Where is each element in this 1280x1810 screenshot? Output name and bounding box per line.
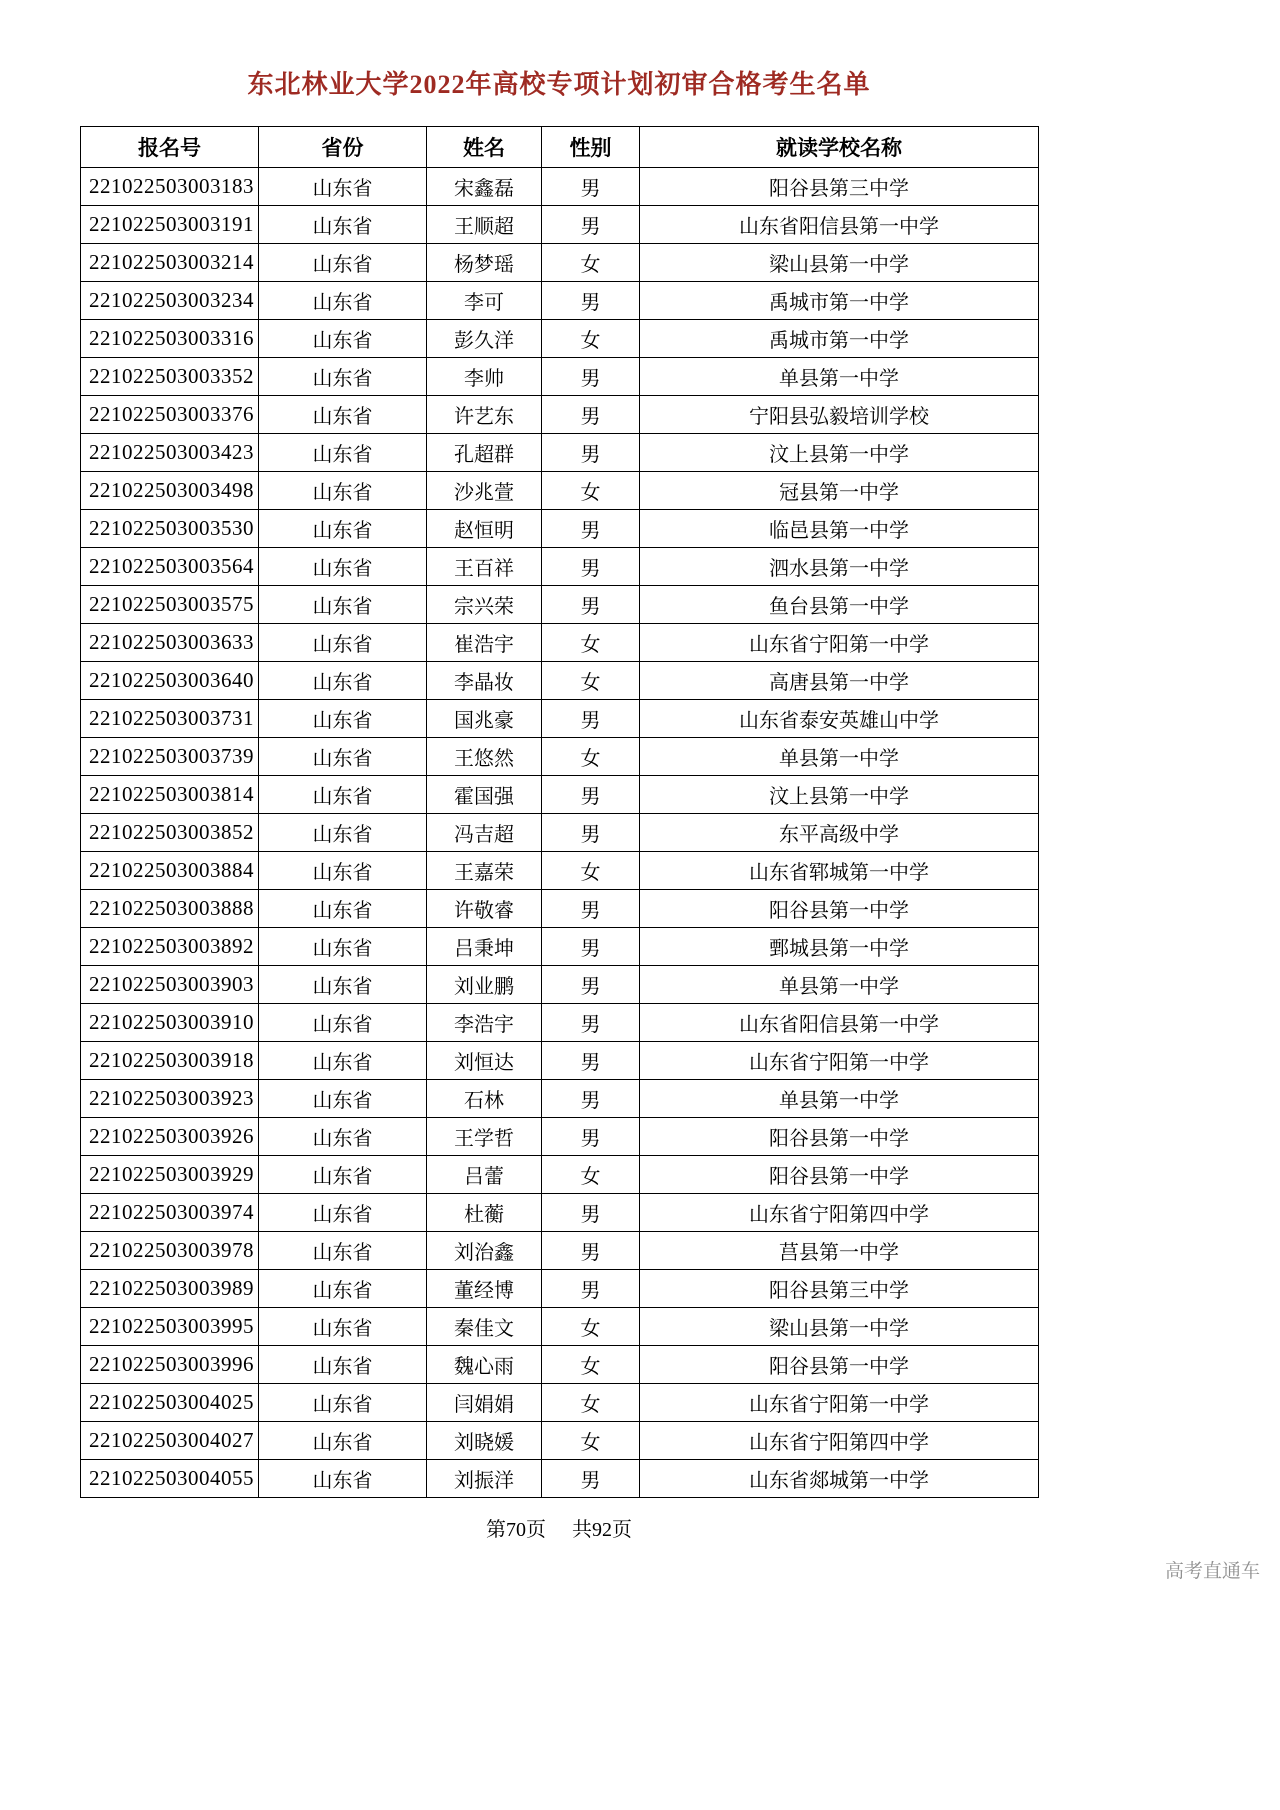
- cell-reg-no: 221022503003352: [81, 358, 259, 396]
- cell-gender: 女: [542, 662, 640, 700]
- cell-reg-no: 221022503003316: [81, 320, 259, 358]
- page-number-current: 第70页: [486, 1519, 546, 1541]
- table-row: [81, 472, 1039, 510]
- cell-school: 单县第一中学: [640, 1080, 1039, 1118]
- cell-school: 单县第一中学: [640, 738, 1039, 776]
- table-row: [81, 966, 1039, 1004]
- cell-gender: 男: [542, 1118, 640, 1156]
- table-row: [81, 320, 1039, 358]
- table-row: [81, 776, 1039, 814]
- cell-province: 山东省: [259, 890, 427, 928]
- cell-province: 山东省: [259, 1042, 427, 1080]
- cell-school: 临邑县第一中学: [640, 510, 1039, 548]
- table-row: [81, 396, 1039, 434]
- cell-school: 高唐县第一中学: [640, 662, 1039, 700]
- cell-reg-no: 221022503003852: [81, 814, 259, 852]
- cell-school: 泗水县第一中学: [640, 548, 1039, 586]
- cell-name: 许敬睿: [427, 890, 542, 928]
- cell-gender: 男: [542, 396, 640, 434]
- cell-province: 山东省: [259, 776, 427, 814]
- cell-gender: 女: [542, 1422, 640, 1460]
- cell-gender: 男: [542, 548, 640, 586]
- cell-reg-no: 221022503003214: [81, 244, 259, 282]
- cell-name: 宋鑫磊: [427, 168, 542, 206]
- cell-province: 山东省: [259, 852, 427, 890]
- cell-school: 阳谷县第一中学: [640, 1346, 1039, 1384]
- cell-province: 山东省: [259, 244, 427, 282]
- table-row: [81, 1042, 1039, 1080]
- cell-reg-no: 221022503003814: [81, 776, 259, 814]
- cell-province: 山东省: [259, 586, 427, 624]
- header-province: 省份: [259, 127, 427, 168]
- cell-school: 山东省宁阳第一中学: [640, 624, 1039, 662]
- cell-province: 山东省: [259, 358, 427, 396]
- table-row: [81, 814, 1039, 852]
- cell-gender: 男: [542, 206, 640, 244]
- cell-gender: 男: [542, 434, 640, 472]
- cell-name: 吕蕾: [427, 1156, 542, 1194]
- table-row: [81, 1194, 1039, 1232]
- cell-gender: 男: [542, 1270, 640, 1308]
- cell-province: 山东省: [259, 1118, 427, 1156]
- cell-name: 沙兆萱: [427, 472, 542, 510]
- cell-gender: 男: [542, 358, 640, 396]
- cell-school: 阳谷县第三中学: [640, 168, 1039, 206]
- cell-school: 山东省阳信县第一中学: [640, 1004, 1039, 1042]
- cell-school: 山东省宁阳第四中学: [640, 1194, 1039, 1232]
- table-row: [81, 548, 1039, 586]
- cell-province: 山东省: [259, 1156, 427, 1194]
- candidates-table: [80, 126, 1039, 1498]
- cell-reg-no: 221022503003910: [81, 1004, 259, 1042]
- cell-gender: 女: [542, 472, 640, 510]
- header-gender: 性别: [542, 127, 640, 168]
- cell-reg-no: 221022503003903: [81, 966, 259, 1004]
- table-row: [81, 700, 1039, 738]
- table-row: [81, 852, 1039, 890]
- cell-gender: 女: [542, 738, 640, 776]
- cell-school: 山东省郓城第一中学: [640, 852, 1039, 890]
- cell-reg-no: 221022503003530: [81, 510, 259, 548]
- cell-school: 梁山县第一中学: [640, 1308, 1039, 1346]
- cell-school: 阳谷县第一中学: [640, 1118, 1039, 1156]
- cell-province: 山东省: [259, 966, 427, 1004]
- cell-school: 宁阳县弘毅培训学校: [640, 396, 1039, 434]
- cell-gender: 男: [542, 510, 640, 548]
- cell-school: 汶上县第一中学: [640, 776, 1039, 814]
- cell-school: 阳谷县第一中学: [640, 1156, 1039, 1194]
- cell-name: 刘晓媛: [427, 1422, 542, 1460]
- cell-reg-no: 221022503003974: [81, 1194, 259, 1232]
- cell-gender: 女: [542, 852, 640, 890]
- cell-school: 鄄城县第一中学: [640, 928, 1039, 966]
- cell-gender: 男: [542, 890, 640, 928]
- cell-name: 李帅: [427, 358, 542, 396]
- cell-reg-no: 221022503004055: [81, 1460, 259, 1498]
- table-row: [81, 1232, 1039, 1270]
- cell-name: 国兆豪: [427, 700, 542, 738]
- cell-name: 孔超群: [427, 434, 542, 472]
- table-row: [81, 1308, 1039, 1346]
- cell-province: 山东省: [259, 814, 427, 852]
- cell-gender: 男: [542, 1460, 640, 1498]
- table-row: [81, 1080, 1039, 1118]
- table-row: [81, 206, 1039, 244]
- cell-name: 刘振洋: [427, 1460, 542, 1498]
- cell-reg-no: 221022503003739: [81, 738, 259, 776]
- cell-gender: 男: [542, 1232, 640, 1270]
- cell-province: 山东省: [259, 928, 427, 966]
- cell-gender: 男: [542, 1194, 640, 1232]
- cell-school: 单县第一中学: [640, 358, 1039, 396]
- cell-name: 李可: [427, 282, 542, 320]
- cell-gender: 男: [542, 814, 640, 852]
- cell-province: 山东省: [259, 1422, 427, 1460]
- cell-school: 山东省宁阳第四中学: [640, 1422, 1039, 1460]
- table-row: [81, 434, 1039, 472]
- cell-gender: 男: [542, 776, 640, 814]
- cell-reg-no: 221022503003731: [81, 700, 259, 738]
- cell-reg-no: 221022503003423: [81, 434, 259, 472]
- cell-reg-no: 221022503003564: [81, 548, 259, 586]
- table-row: [81, 510, 1039, 548]
- cell-school: 鱼台县第一中学: [640, 586, 1039, 624]
- cell-name: 魏心雨: [427, 1346, 542, 1384]
- cell-province: 山东省: [259, 1308, 427, 1346]
- cell-gender: 男: [542, 700, 640, 738]
- cell-gender: 男: [542, 168, 640, 206]
- table-row: [81, 1346, 1039, 1384]
- cell-school: 山东省郯城第一中学: [640, 1460, 1039, 1498]
- table-row: [81, 1156, 1039, 1194]
- table-row: [81, 890, 1039, 928]
- cell-name: 吕秉坤: [427, 928, 542, 966]
- cell-reg-no: 221022503003884: [81, 852, 259, 890]
- cell-gender: 女: [542, 320, 640, 358]
- cell-name: 冯吉超: [427, 814, 542, 852]
- cell-gender: 男: [542, 1042, 640, 1080]
- cell-school: 冠县第一中学: [640, 472, 1039, 510]
- cell-name: 刘业鹏: [427, 966, 542, 1004]
- cell-reg-no: 221022503003888: [81, 890, 259, 928]
- header-reg-no: 报名号: [81, 127, 259, 168]
- document-page: [80, 0, 1038, 1542]
- cell-province: 山东省: [259, 1004, 427, 1042]
- page-title: 东北林业大学2022年高校专项计划初审合格考生名单: [247, 70, 871, 99]
- table-row: [81, 928, 1039, 966]
- cell-school: 阳谷县第一中学: [640, 890, 1039, 928]
- table-body: [81, 168, 1039, 1498]
- cell-province: 山东省: [259, 1346, 427, 1384]
- table-row: [81, 1422, 1039, 1460]
- cell-name: 石林: [427, 1080, 542, 1118]
- cell-gender: 女: [542, 1384, 640, 1422]
- cell-school: 山东省阳信县第一中学: [640, 206, 1039, 244]
- cell-name: 杜蘅: [427, 1194, 542, 1232]
- cell-reg-no: 221022503003892: [81, 928, 259, 966]
- cell-reg-no: 221022503004025: [81, 1384, 259, 1422]
- cell-name: 李晶妆: [427, 662, 542, 700]
- cell-gender: 男: [542, 1004, 640, 1042]
- cell-province: 山东省: [259, 320, 427, 358]
- cell-reg-no: 221022503003183: [81, 168, 259, 206]
- cell-province: 山东省: [259, 1080, 427, 1118]
- cell-school: 单县第一中学: [640, 966, 1039, 1004]
- page-footer: [80, 1513, 1038, 1542]
- cell-reg-no: 221022503003234: [81, 282, 259, 320]
- cell-name: 杨梦瑶: [427, 244, 542, 282]
- cell-school: 禹城市第一中学: [640, 282, 1039, 320]
- cell-province: 山东省: [259, 396, 427, 434]
- cell-reg-no: 221022503003923: [81, 1080, 259, 1118]
- table-row: [81, 1384, 1039, 1422]
- cell-reg-no: 221022503003918: [81, 1042, 259, 1080]
- cell-reg-no: 221022503003989: [81, 1270, 259, 1308]
- cell-reg-no: 221022503003498: [81, 472, 259, 510]
- cell-school: 阳谷县第三中学: [640, 1270, 1039, 1308]
- cell-name: 赵恒明: [427, 510, 542, 548]
- table-row: [81, 358, 1039, 396]
- cell-province: 山东省: [259, 738, 427, 776]
- cell-reg-no: 221022503003995: [81, 1308, 259, 1346]
- table-row: [81, 282, 1039, 320]
- cell-reg-no: 221022503003929: [81, 1156, 259, 1194]
- cell-reg-no: 221022503003978: [81, 1232, 259, 1270]
- cell-gender: 女: [542, 1156, 640, 1194]
- cell-reg-no: 221022503003575: [81, 586, 259, 624]
- cell-province: 山东省: [259, 206, 427, 244]
- cell-province: 山东省: [259, 472, 427, 510]
- table-row: [81, 1460, 1039, 1498]
- cell-gender: 女: [542, 1346, 640, 1384]
- table-header-row: [81, 127, 1039, 168]
- header-name: 姓名: [427, 127, 542, 168]
- cell-province: 山东省: [259, 168, 427, 206]
- cell-province: 山东省: [259, 700, 427, 738]
- table-row: [81, 738, 1039, 776]
- table-row: [81, 1004, 1039, 1042]
- cell-school: 莒县第一中学: [640, 1232, 1039, 1270]
- cell-name: 宗兴荣: [427, 586, 542, 624]
- table-row: [81, 662, 1039, 700]
- cell-school: 禹城市第一中学: [640, 320, 1039, 358]
- cell-gender: 男: [542, 1080, 640, 1118]
- cell-province: 山东省: [259, 282, 427, 320]
- table-row: [81, 168, 1039, 206]
- cell-province: 山东省: [259, 662, 427, 700]
- cell-reg-no: 221022503003640: [81, 662, 259, 700]
- cell-province: 山东省: [259, 1270, 427, 1308]
- cell-province: 山东省: [259, 624, 427, 662]
- cell-name: 刘恒达: [427, 1042, 542, 1080]
- watermark: 高考直通车: [1164, 1561, 1260, 1582]
- cell-name: 李浩宇: [427, 1004, 542, 1042]
- table-row: [81, 624, 1039, 662]
- cell-name: 董经博: [427, 1270, 542, 1308]
- cell-province: 山东省: [259, 548, 427, 586]
- cell-school: 东平高级中学: [640, 814, 1039, 852]
- cell-province: 山东省: [259, 1460, 427, 1498]
- cell-reg-no: 221022503003996: [81, 1346, 259, 1384]
- cell-school: 山东省宁阳第一中学: [640, 1042, 1039, 1080]
- table-row: [81, 1270, 1039, 1308]
- table-row: [81, 1118, 1039, 1156]
- cell-name: 秦佳文: [427, 1308, 542, 1346]
- cell-gender: 男: [542, 928, 640, 966]
- cell-name: 王学哲: [427, 1118, 542, 1156]
- cell-school: 汶上县第一中学: [640, 434, 1039, 472]
- page-number-total: 共92页: [572, 1519, 632, 1541]
- cell-name: 王嘉荣: [427, 852, 542, 890]
- cell-gender: 男: [542, 966, 640, 1004]
- table-row: [81, 244, 1039, 282]
- cell-name: 霍国强: [427, 776, 542, 814]
- cell-school: 山东省泰安英雄山中学: [640, 700, 1039, 738]
- cell-reg-no: 221022503003191: [81, 206, 259, 244]
- cell-reg-no: 221022503004027: [81, 1422, 259, 1460]
- cell-gender: 女: [542, 624, 640, 662]
- cell-name: 王悠然: [427, 738, 542, 776]
- cell-name: 彭久洋: [427, 320, 542, 358]
- cell-name: 王百祥: [427, 548, 542, 586]
- header-school: 就读学校名称: [640, 127, 1039, 168]
- cell-school: 梁山县第一中学: [640, 244, 1039, 282]
- cell-reg-no: 221022503003376: [81, 396, 259, 434]
- cell-reg-no: 221022503003926: [81, 1118, 259, 1156]
- cell-gender: 女: [542, 244, 640, 282]
- cell-name: 闫娟娟: [427, 1384, 542, 1422]
- cell-gender: 男: [542, 586, 640, 624]
- cell-province: 山东省: [259, 1232, 427, 1270]
- cell-name: 许艺东: [427, 396, 542, 434]
- cell-province: 山东省: [259, 510, 427, 548]
- cell-province: 山东省: [259, 1194, 427, 1232]
- table-row: [81, 586, 1039, 624]
- cell-province: 山东省: [259, 1384, 427, 1422]
- cell-province: 山东省: [259, 434, 427, 472]
- cell-reg-no: 221022503003633: [81, 624, 259, 662]
- cell-name: 刘治鑫: [427, 1232, 542, 1270]
- cell-name: 崔浩宇: [427, 624, 542, 662]
- cell-gender: 女: [542, 1308, 640, 1346]
- cell-name: 王顺超: [427, 206, 542, 244]
- cell-gender: 男: [542, 282, 640, 320]
- cell-school: 山东省宁阳第一中学: [640, 1384, 1039, 1422]
